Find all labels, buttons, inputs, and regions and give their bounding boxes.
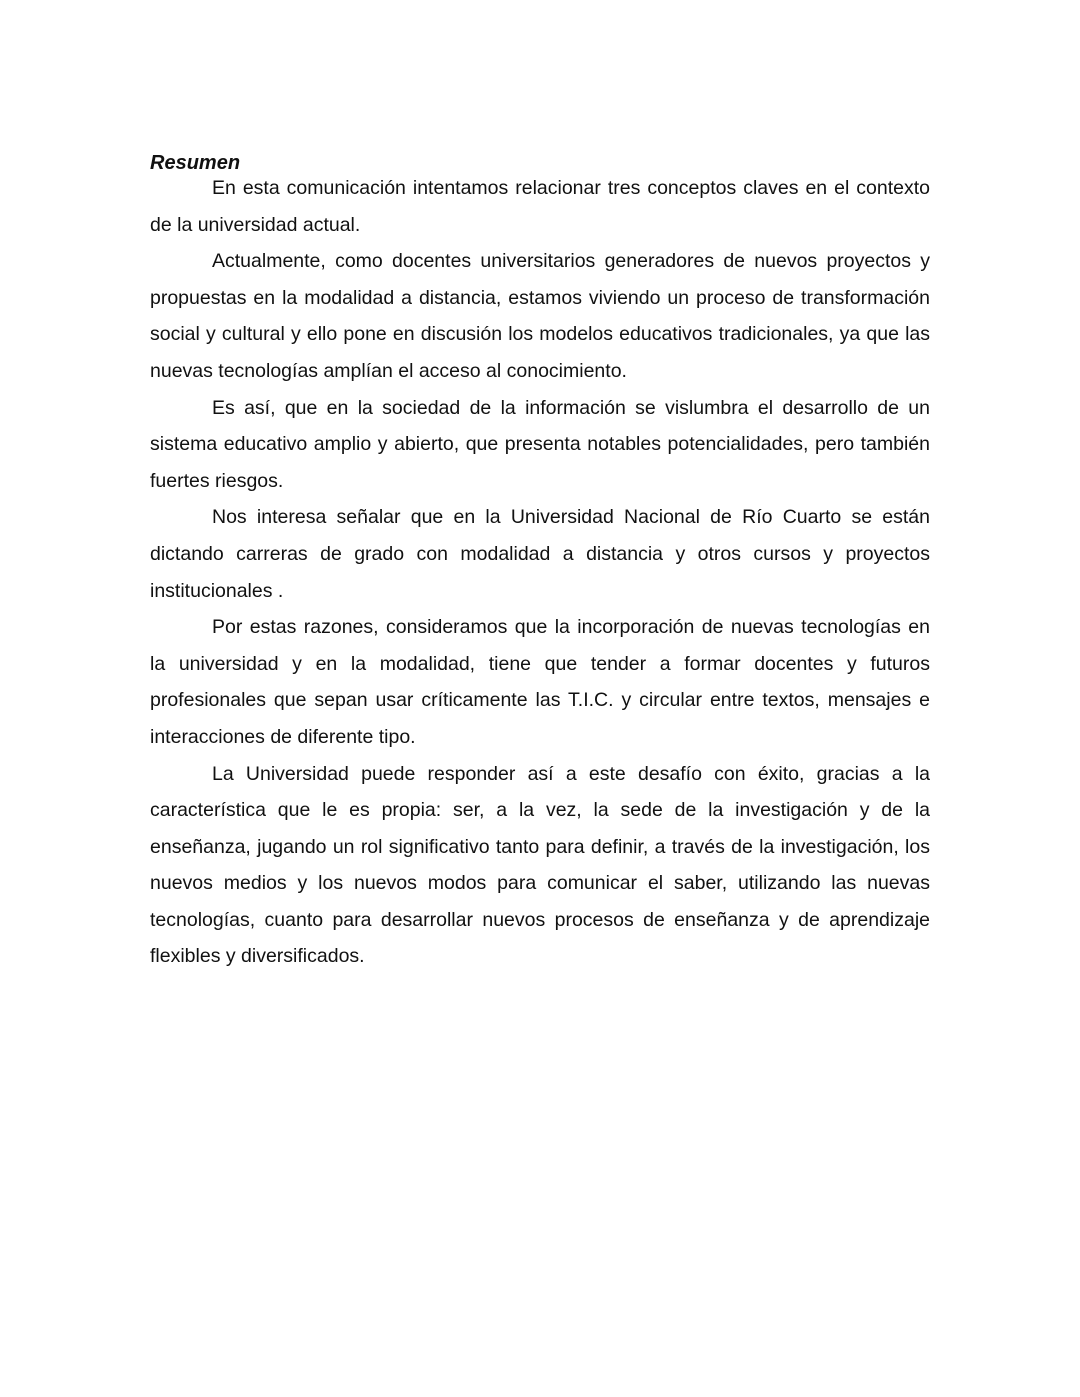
section-heading: Resumen bbox=[150, 152, 241, 174]
paragraph-3: Es así, que en la sociedad de la información se vislumbra el desarrollo de un sistema educativo amplio y abierto, que presenta notables potencialidades, pero también fuertes riesgos. bbox=[150, 396, 930, 492]
paragraph-4: Nos interesa señalar que en la Universidad Nacional de Río Cuarto se están dictando carreras de grado con modalidad a distancia y otros cursos y proyectos institucionales . bbox=[150, 506, 930, 602]
paragraph-6: La Universidad puede responder así a este desafío con éxito, gracias a la característica que le es propia: ser, a la vez, la sede de la investigación y de la enseñanza, jugando un rol significativo tanto para definir, a través de la investigación, los nuevos medios y los nuevos modos para comunicar el saber, utilizando las nuevas tecnologías, cuanto para desarrollar nuevos procesos de enseñanza y de aprendizaje flexibles y diversificados. bbox=[150, 762, 930, 968]
paragraph-1: En esta comunicación intentamos relacionar tres conceptos claves en el contexto de la universidad actual. bbox=[150, 177, 930, 236]
paragraph-5: Por estas razones, consideramos que la incorporación de nuevas tecnologías en la universidad y en la modalidad, tiene que tender a formar docentes y futuros profesionales que sepan usar críticamente las T.I.C. y circular entre textos, mensajes e interacciones de diferente tipo. bbox=[150, 616, 930, 748]
document-page bbox=[150, 150, 930, 975]
paragraph-2: Actualmente, como docentes universitarios generadores de nuevos proyectos y propuestas en la modalidad a distancia, estamos viviendo un proceso de transformación social y cultural y ello pone en discusión los modelos educativos tradicionales, ya que las nuevas tecnologías amplían el acceso al conocimiento. bbox=[150, 250, 930, 382]
